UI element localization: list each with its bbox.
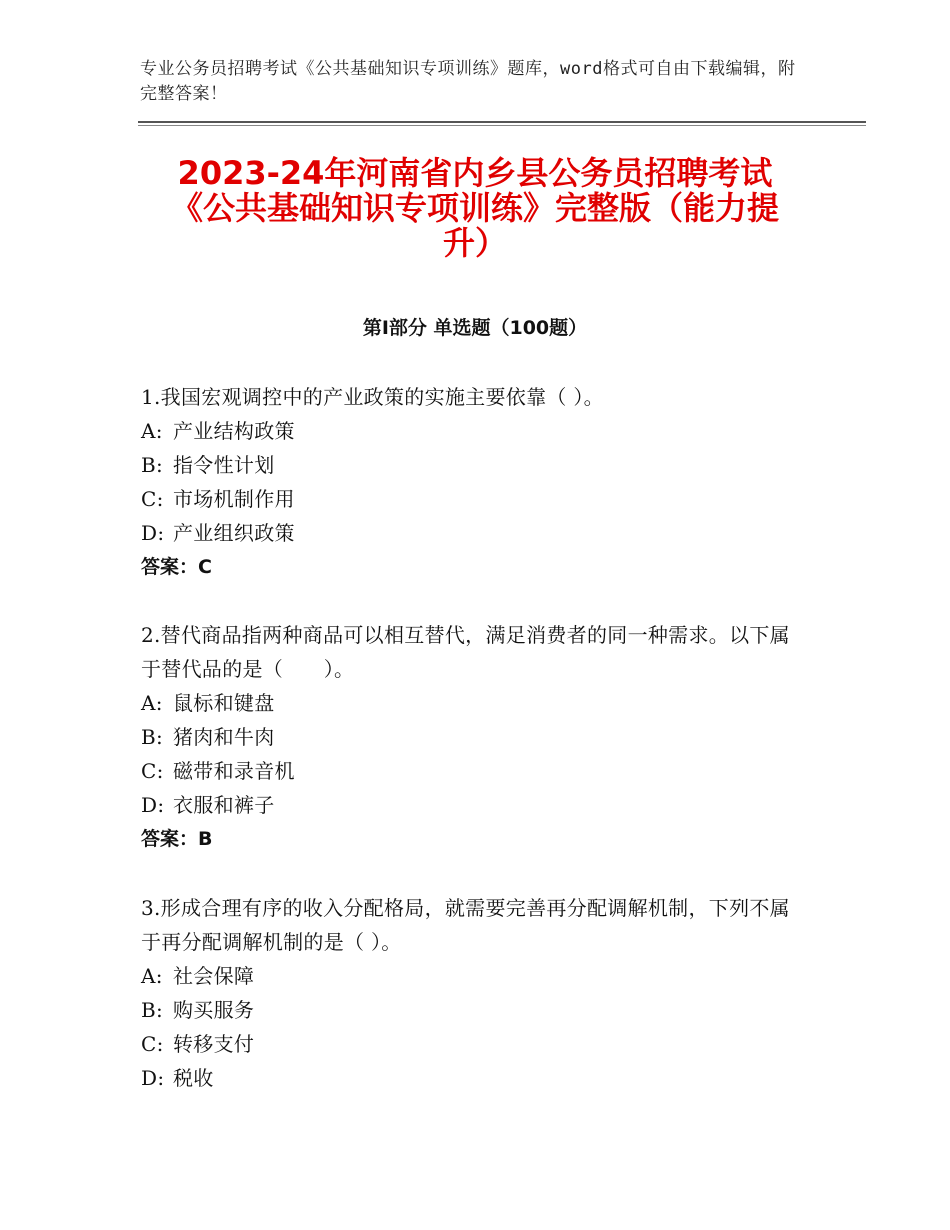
option-b	[141, 448, 801, 482]
option-a	[141, 686, 801, 720]
question-stem: 3.形成合理有序的收入分配格局，就需要完善再分配调解机制，下列不属于再分配调解机制的是（ ）。	[141, 896, 790, 954]
option-text: 市场机制作用	[173, 487, 295, 511]
option-letter: A:	[141, 691, 163, 715]
option-letter: B:	[141, 453, 164, 477]
option-b	[141, 720, 801, 754]
option-c	[141, 482, 801, 516]
option-text: 磁带和录音机	[173, 759, 295, 783]
option-a	[141, 414, 801, 448]
option-letter: A:	[141, 964, 163, 988]
option-c	[141, 1027, 801, 1061]
header-divider	[138, 121, 866, 123]
option-text: 社会保障	[173, 964, 255, 988]
question-stem: 1.我国宏观调控中的产业政策的实施主要依靠（ ）。	[141, 385, 604, 409]
option-letter: D:	[141, 793, 165, 817]
option-letter: B:	[141, 725, 164, 749]
option-letter: A:	[141, 419, 163, 443]
document-title: 2023-24年河南省内乡县公务员招聘考试《公共基础知识专项训练》完整版（能力提升）	[170, 154, 779, 262]
option-letter: C:	[141, 487, 164, 511]
option-letter: C:	[141, 759, 164, 783]
header-divider-thin	[138, 125, 866, 126]
option-letter: D:	[141, 1066, 165, 1090]
option-c	[141, 754, 801, 788]
option-text: 指令性计划	[173, 453, 275, 477]
question-stem: 2.替代商品指两种商品可以相互替代，满足消费者的同一种需求。以下属于替代品的是（ ）。	[141, 623, 790, 681]
option-d	[141, 788, 801, 822]
option-letter: B:	[141, 998, 164, 1022]
option-b	[141, 993, 801, 1027]
option-text: 衣服和裤子	[173, 793, 275, 817]
header-note: 专业公务员招聘考试《公共基础知识专项训练》题库，word格式可自由下载编辑，附完整答案！	[140, 59, 796, 104]
option-text: 猪肉和牛肉	[173, 725, 275, 749]
question-1	[141, 380, 801, 584]
question-3	[141, 891, 801, 1095]
option-letter: D:	[141, 521, 165, 545]
option-a	[141, 959, 801, 993]
question-2	[141, 618, 801, 856]
option-text: 税收	[173, 1066, 214, 1090]
option-text: 产业组织政策	[173, 521, 295, 545]
option-text: 鼠标和键盘	[173, 691, 275, 715]
option-text: 购买服务	[173, 998, 255, 1022]
answer-label: 答案：B	[141, 828, 213, 850]
option-text: 产业结构政策	[173, 419, 295, 443]
option-letter: C:	[141, 1032, 164, 1056]
answer-label: 答案：C	[141, 556, 212, 578]
section-title: 第Ⅰ部分 单选题（100题）	[362, 317, 588, 339]
option-d	[141, 1061, 801, 1095]
option-d	[141, 516, 801, 550]
option-text: 转移支付	[173, 1032, 255, 1056]
